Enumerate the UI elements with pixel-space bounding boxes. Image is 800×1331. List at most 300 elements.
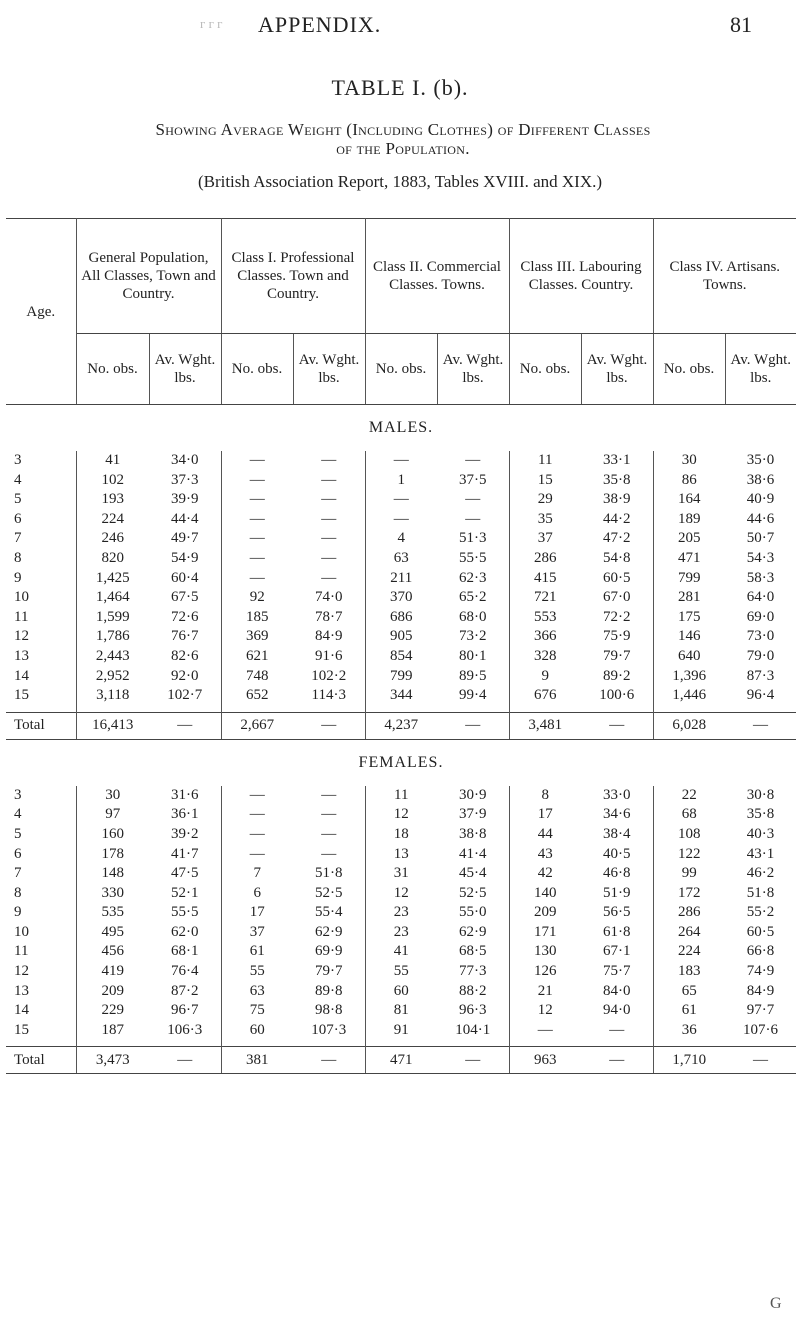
obs-count-cell: — [249, 471, 265, 488]
age-cell: 9 [6, 903, 76, 923]
age-cell: 6 [6, 510, 76, 530]
avg-weight-cell: 76·7 [149, 627, 221, 647]
avg-weight-cell: — [293, 845, 365, 865]
obs-count-cell: — [249, 806, 265, 823]
avg-weight-cell: — [293, 451, 365, 471]
avg-weight-cell: 44·4 [149, 510, 221, 530]
total-cell: — [581, 1047, 653, 1074]
obs-count-cell: 35 [537, 510, 553, 527]
avg-weight-cell: 96·3 [437, 1001, 509, 1021]
avg-weight-cell: 88·2 [437, 982, 509, 1002]
total-cell: — [293, 712, 365, 739]
age-cell: 3 [6, 786, 76, 806]
age-cell: 14 [6, 667, 76, 687]
obs-count-cell: 148 [101, 865, 124, 882]
avg-weight-cell: 47·5 [149, 864, 221, 884]
obs-count-cell: 799 [390, 667, 413, 684]
obs-count-cell: 495 [101, 923, 124, 940]
avg-weight-cell: 74·0 [293, 588, 365, 608]
total-cell: 471 [365, 1047, 437, 1074]
avg-weight-cell: 46·2 [746, 865, 775, 882]
table-row [6, 549, 796, 569]
avg-weight-cell: 60·4 [149, 569, 221, 589]
obs-count-cell: 1 [397, 471, 405, 488]
avg-weight-cell: 68·1 [149, 942, 221, 962]
obs-count-cell: 193 [101, 491, 124, 508]
avg-weight-cell: 52·1 [149, 884, 221, 904]
obs-count-cell: 854 [390, 647, 413, 664]
total-cell: 2,667 [221, 712, 293, 739]
avg-weight-cell: 36·1 [149, 805, 221, 825]
obs-count-cell: 91 [393, 1021, 409, 1038]
table-row [6, 569, 796, 589]
obs-count-cell: 187 [101, 1021, 124, 1038]
avg-weight-cell: 33·0 [581, 786, 653, 806]
obs-count-cell: 370 [390, 589, 413, 606]
obs-count-cell: 126 [534, 963, 557, 980]
obs-count-cell: — [249, 530, 265, 547]
avg-weight-cell: 44·6 [746, 510, 775, 527]
avg-weight-cell: 82·6 [149, 647, 221, 667]
obs-count-cell: 224 [101, 510, 124, 527]
obs-count-cell: 175 [678, 608, 701, 625]
obs-count-cell: 471 [678, 549, 701, 566]
age-cell: 7 [6, 864, 76, 884]
avg-weight-cell: 55·5 [149, 903, 221, 923]
avg-weight-cell: 51·8 [293, 864, 365, 884]
obs-count-cell: 60 [249, 1021, 265, 1038]
obs-count-cell: 721 [534, 589, 557, 606]
avg-weight-cell: 50·7 [746, 530, 775, 547]
obs-count-cell: 246 [101, 530, 124, 547]
age-cell: 13 [6, 647, 76, 667]
avg-weight-cell: 62·9 [293, 923, 365, 943]
obs-count-cell: 281 [678, 589, 701, 606]
avg-weight-cell: 51·9 [581, 884, 653, 904]
avg-weight-cell: 38·4 [581, 825, 653, 845]
group-header-class-1: Class I. Professional Classes. Town and Country. [221, 219, 365, 334]
avg-weight-cell: 60·5 [581, 569, 653, 589]
obs-count-cell: — [249, 452, 265, 468]
obs-count-cell: 75 [249, 1002, 265, 1019]
avg-weight-cell: 46·8 [581, 864, 653, 884]
avg-weight-cell: 99·4 [437, 686, 509, 706]
avg-weight-cell: 40·9 [746, 491, 775, 508]
avg-weight-cell: 94·0 [581, 1001, 653, 1021]
obs-count-cell: 1,599 [95, 608, 130, 625]
total-row [6, 1047, 796, 1074]
total-cell: — [293, 1047, 365, 1074]
weight-table [6, 218, 796, 1074]
age-cell: 15 [6, 686, 76, 706]
total-cell: — [725, 1047, 796, 1074]
avg-weight-cell: 54·8 [581, 549, 653, 569]
avg-weight-cell: 37·5 [437, 471, 509, 491]
obs-count-cell: 55 [393, 963, 409, 980]
group-header-class-3: Class III. Labouring Classes. Country. [509, 219, 653, 334]
no-obs-header: No. obs. [76, 334, 149, 405]
section-label: FEMALES. [358, 753, 444, 771]
avg-weight-cell: 64·0 [746, 589, 775, 606]
obs-count-cell: 415 [534, 569, 557, 586]
av-wght-header: Av. Wght. lbs. [149, 334, 221, 405]
avg-weight-cell: 73·0 [746, 628, 775, 645]
avg-weight-cell: 114·3 [293, 686, 365, 706]
table-row [6, 510, 796, 530]
table-row [6, 903, 796, 923]
page-number: 81 [730, 12, 752, 37]
obs-count-cell: — [249, 786, 265, 803]
age-cell: 5 [6, 490, 76, 510]
obs-count-cell: 211 [390, 569, 413, 586]
age-cell: 10 [6, 588, 76, 608]
avg-weight-cell: 55·4 [293, 903, 365, 923]
obs-count-cell: 11 [538, 452, 553, 468]
source-note: (British Association Report, 1883, Tables XVIII. and XIX.) [197, 172, 603, 191]
table-row [6, 471, 796, 491]
obs-count-cell: 30 [681, 452, 697, 468]
obs-count-cell: 60 [393, 982, 409, 999]
avg-weight-cell: 67·1 [581, 942, 653, 962]
age-cell: 4 [6, 805, 76, 825]
age-cell: 10 [6, 923, 76, 943]
obs-count-cell: 63 [249, 982, 265, 999]
total-cell: — [437, 712, 509, 739]
table-row [6, 982, 796, 1002]
age-cell: 12 [6, 962, 76, 982]
total-cell: 6,028 [653, 712, 725, 739]
av-wght-header: Av. Wght. lbs. [437, 334, 509, 405]
obs-count-cell: 11 [394, 786, 409, 803]
total-cell: — [437, 1047, 509, 1074]
age-cell: 11 [6, 942, 76, 962]
avg-weight-cell: 98·8 [293, 1001, 365, 1021]
obs-count-cell: 171 [534, 923, 557, 940]
page-header [0, 12, 800, 42]
obs-count-cell: 61 [681, 1002, 697, 1019]
obs-count-cell: 4 [397, 530, 405, 547]
table-row [6, 825, 796, 845]
table-row [6, 845, 796, 865]
avg-weight-cell: 35·8 [581, 471, 653, 491]
avg-weight-cell: 55·0 [437, 903, 509, 923]
total-cell: 4,237 [365, 712, 437, 739]
age-cell: 4 [6, 471, 76, 491]
avg-weight-cell: 35·8 [746, 806, 775, 823]
obs-count-cell: 330 [101, 884, 124, 901]
obs-count-cell: — [249, 569, 265, 586]
obs-count-cell: — [249, 510, 265, 527]
avg-weight-cell: 84·9 [746, 982, 775, 999]
table-row [6, 786, 796, 806]
obs-count-cell: 328 [534, 647, 557, 664]
obs-count-cell: 209 [101, 982, 124, 999]
avg-weight-cell: 43·1 [746, 845, 775, 862]
avg-weight-cell: 39·9 [149, 490, 221, 510]
obs-count-cell: 130 [534, 943, 557, 960]
avg-weight-cell: 107·6 [743, 1021, 779, 1038]
avg-weight-cell: 55·5 [437, 549, 509, 569]
obs-count-cell: 41 [105, 452, 121, 468]
obs-count-cell: — [249, 549, 265, 566]
avg-weight-cell: 102·7 [149, 686, 221, 706]
total-cell: — [149, 712, 221, 739]
avg-weight-cell: 37·3 [149, 471, 221, 491]
avg-weight-cell: 106·3 [149, 1021, 221, 1041]
table-row [6, 627, 796, 647]
avg-weight-cell: 54·9 [149, 549, 221, 569]
avg-weight-cell: 56·5 [581, 903, 653, 923]
avg-weight-cell: 87·3 [746, 667, 775, 684]
obs-count-cell: 3,118 [96, 687, 130, 704]
avg-weight-cell: 45·4 [437, 864, 509, 884]
obs-count-cell: 21 [537, 982, 553, 999]
avg-weight-cell: 62·0 [149, 923, 221, 943]
obs-count-cell: 22 [681, 786, 697, 803]
avg-weight-cell: — [293, 549, 365, 569]
avg-weight-cell: — [293, 490, 365, 510]
total-row [6, 712, 796, 739]
obs-count-cell: 102 [101, 471, 124, 488]
no-obs-header: No. obs. [509, 334, 581, 405]
avg-weight-cell: 73·2 [437, 627, 509, 647]
obs-count-cell: 224 [678, 943, 701, 960]
avg-weight-cell: 69·9 [293, 942, 365, 962]
obs-count-cell: 640 [678, 647, 701, 664]
obs-count-cell: 2,443 [95, 647, 130, 664]
avg-weight-cell: 40·5 [581, 845, 653, 865]
avg-weight-cell: 44·2 [581, 510, 653, 530]
total-cell: — [149, 1047, 221, 1074]
no-obs-header: No. obs. [365, 334, 437, 405]
avg-weight-cell: 62·3 [437, 569, 509, 589]
obs-count-cell: 553 [534, 608, 557, 625]
age-cell: 7 [6, 529, 76, 549]
avg-weight-cell: — [293, 786, 365, 806]
table-row [6, 667, 796, 687]
obs-count-cell: 621 [246, 647, 269, 664]
avg-weight-cell: 68·5 [437, 942, 509, 962]
obs-count-cell: 1,446 [672, 687, 707, 704]
avg-weight-cell: 74·9 [746, 963, 775, 980]
obs-count-cell: — [393, 510, 409, 527]
avg-weight-cell: 69·0 [746, 608, 775, 625]
obs-count-cell: 12 [393, 884, 409, 901]
obs-count-cell: 37 [249, 923, 265, 940]
avg-weight-cell: 87·2 [149, 982, 221, 1002]
total-cell: 963 [509, 1047, 581, 1074]
table-row [6, 647, 796, 667]
obs-count-cell: — [393, 491, 409, 508]
avg-weight-cell: 47·2 [581, 529, 653, 549]
obs-count-cell: 86 [681, 471, 697, 488]
avg-weight-cell: 91·6 [293, 647, 365, 667]
group-header-general: General Population, All Classes, Town and Country. [76, 219, 221, 334]
avg-weight-cell: 67·0 [581, 588, 653, 608]
avg-weight-cell: 54·3 [746, 549, 775, 566]
obs-count-cell: 23 [393, 904, 409, 921]
avg-weight-cell: — [293, 805, 365, 825]
obs-count-cell: 146 [678, 628, 701, 645]
table-row [6, 608, 796, 628]
obs-count-cell: — [537, 1021, 553, 1038]
avg-weight-cell: — [293, 510, 365, 530]
avg-weight-cell: 38·9 [581, 490, 653, 510]
avg-weight-cell: 52·5 [293, 884, 365, 904]
no-obs-header: No. obs. [221, 334, 293, 405]
obs-count-cell: — [249, 491, 265, 508]
obs-count-cell: 264 [678, 923, 701, 940]
obs-count-cell: 12 [537, 1002, 553, 1019]
avg-weight-cell: 89·5 [437, 667, 509, 687]
obs-count-cell: 23 [393, 923, 409, 940]
obs-count-cell: 799 [678, 569, 701, 586]
total-cell: 16,413 [76, 712, 149, 739]
avg-weight-cell: 67·5 [149, 588, 221, 608]
avg-weight-cell: 104·1 [437, 1021, 509, 1041]
avg-weight-cell: 34·6 [581, 805, 653, 825]
obs-count-cell: 205 [678, 530, 701, 547]
obs-count-cell: 229 [101, 1002, 124, 1019]
obs-count-cell: 99 [681, 865, 697, 882]
avg-weight-cell: 79·7 [581, 647, 653, 667]
obs-count-cell: 1,425 [95, 569, 130, 586]
avg-weight-cell: — [293, 569, 365, 589]
avg-weight-cell: 41·7 [149, 845, 221, 865]
obs-count-cell: 6 [253, 884, 261, 901]
avg-weight-cell: 30·9 [437, 786, 509, 806]
avg-weight-cell: 77·3 [437, 962, 509, 982]
avg-weight-cell: 96·7 [149, 1001, 221, 1021]
table-title: TABLE I. (b). [331, 75, 469, 100]
table-row [6, 864, 796, 884]
avg-weight-cell: — [293, 529, 365, 549]
table-row [6, 1001, 796, 1021]
avg-weight-cell: 55·2 [746, 904, 775, 921]
table-row [6, 923, 796, 943]
obs-count-cell: 820 [101, 549, 124, 566]
obs-count-cell: 18 [393, 825, 409, 842]
obs-count-cell: 164 [678, 491, 701, 508]
obs-count-cell: 344 [390, 687, 413, 704]
obs-count-cell: 17 [537, 806, 553, 823]
obs-count-cell: 30 [105, 786, 121, 803]
avg-weight-cell: 52·5 [437, 884, 509, 904]
age-cell: 11 [6, 608, 76, 628]
avg-weight-cell: 79·0 [746, 647, 775, 664]
avg-weight-cell: 31·6 [149, 786, 221, 806]
avg-weight-cell: — [293, 825, 365, 845]
avg-weight-cell: 102·2 [293, 667, 365, 687]
avg-weight-cell: — [293, 471, 365, 491]
avg-weight-cell: — [437, 510, 509, 530]
obs-count-cell: — [249, 845, 265, 862]
obs-count-cell: 652 [246, 687, 269, 704]
bleed-through-text: ᴦ ᴦ ᴦ [200, 16, 223, 31]
obs-count-cell: 9 [541, 667, 549, 684]
age-cell: 5 [6, 825, 76, 845]
obs-count-cell: 97 [105, 806, 121, 823]
total-cell: 381 [221, 1047, 293, 1074]
avg-weight-cell: 39·2 [149, 825, 221, 845]
avg-weight-cell: 35·0 [746, 452, 775, 468]
avg-weight-cell: 92·0 [149, 667, 221, 687]
obs-count-cell: 31 [393, 865, 409, 882]
age-cell: 9 [6, 569, 76, 589]
obs-count-cell: 15 [537, 471, 553, 488]
avg-weight-cell: 107·3 [293, 1021, 365, 1041]
avg-weight-cell: 80·1 [437, 647, 509, 667]
obs-count-cell: 61 [249, 943, 265, 960]
obs-count-cell: 456 [101, 943, 124, 960]
avg-weight-cell: 38·8 [437, 825, 509, 845]
table-row [6, 529, 796, 549]
obs-count-cell: 122 [678, 845, 701, 862]
avg-weight-cell: — [581, 1021, 653, 1041]
avg-weight-cell: 84·0 [581, 982, 653, 1002]
avg-weight-cell: 49·7 [149, 529, 221, 549]
obs-count-cell: — [393, 452, 409, 468]
table-row [6, 490, 796, 510]
avg-weight-cell: 61·8 [581, 923, 653, 943]
avg-weight-cell: 58·3 [746, 569, 775, 586]
avg-weight-cell: — [437, 451, 509, 471]
obs-count-cell: 81 [393, 1002, 409, 1019]
table-row [6, 942, 796, 962]
subtitle-line-2: of the Population. [336, 139, 470, 158]
age-cell: 6 [6, 845, 76, 865]
table-subtitle [8, 120, 798, 158]
group-header-class-4: Class IV. Artisans. Towns. [653, 219, 796, 334]
obs-count-cell: 905 [390, 628, 413, 645]
obs-count-cell: 42 [537, 865, 553, 882]
obs-count-cell: 140 [534, 884, 557, 901]
group-header-class-2: Class II. Commercial Classes. Towns. [365, 219, 509, 334]
obs-count-cell: 2,952 [95, 667, 130, 684]
obs-count-cell: 286 [534, 549, 557, 566]
obs-count-cell: 286 [678, 904, 701, 921]
obs-count-cell: 535 [101, 904, 124, 921]
obs-count-cell: 29 [537, 491, 553, 508]
obs-count-cell: 37 [537, 530, 553, 547]
obs-count-cell: 55 [249, 963, 265, 980]
obs-count-cell: 185 [246, 608, 269, 625]
total-label: Total [6, 1047, 76, 1074]
avg-weight-cell: 97·7 [746, 1002, 775, 1019]
obs-count-cell: 369 [246, 628, 269, 645]
obs-count-cell: 44 [537, 825, 553, 842]
avg-weight-cell: 51·8 [746, 884, 775, 901]
avg-weight-cell: 78·7 [293, 608, 365, 628]
total-cell: — [581, 712, 653, 739]
avg-weight-cell: 72·6 [149, 608, 221, 628]
obs-count-cell: 13 [393, 845, 409, 862]
avg-weight-cell: 89·8 [293, 982, 365, 1002]
avg-weight-cell: 37·9 [437, 805, 509, 825]
av-wght-header: Av. Wght. lbs. [725, 334, 796, 405]
avg-weight-cell: 30·8 [746, 786, 775, 803]
obs-count-cell: 183 [678, 963, 701, 980]
obs-count-cell: 7 [253, 865, 261, 882]
av-wght-header: Av. Wght. lbs. [581, 334, 653, 405]
age-cell: 8 [6, 549, 76, 569]
no-obs-header: No. obs. [653, 334, 725, 405]
av-wght-header: Av. Wght. lbs. [293, 334, 365, 405]
section-heading-row [6, 405, 796, 452]
avg-weight-cell: 79·7 [293, 962, 365, 982]
obs-count-cell: 419 [101, 963, 124, 980]
avg-weight-cell: 96·4 [746, 687, 775, 704]
